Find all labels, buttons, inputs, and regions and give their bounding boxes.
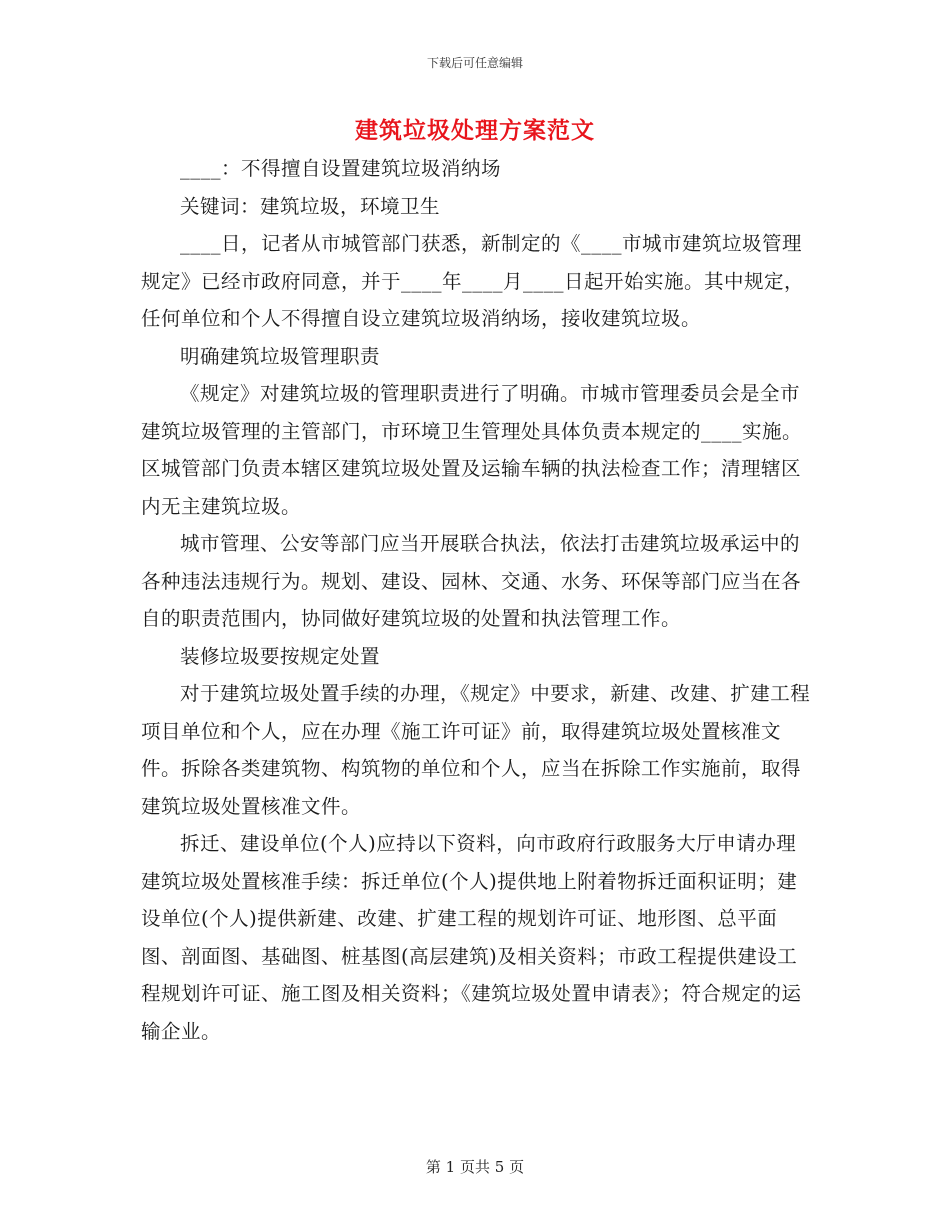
keywords-paragraph: 关键词：建筑垃圾，环境卫生 bbox=[180, 194, 441, 218]
document-body bbox=[141, 150, 811, 1050]
page-header-note: 下载后可任意编辑 bbox=[426, 56, 523, 70]
page-number: 第 1 页共 5 页 bbox=[425, 1158, 525, 1176]
section-heading: 装修垃圾要按规定处置 bbox=[180, 644, 381, 668]
body-paragraph: 对于建筑垃圾处置手续的办理，《规定》中要求，新建、改建、扩建工程项目单位和个人，应在办理《施工许可证》前，取得建筑垃圾处置核准文件。拆除各类建筑物、构筑物的单位和个人，应当在拆除工作实施前，取得建筑垃圾处置核准文件。 bbox=[141, 682, 811, 818]
document-title: 建筑垃圾处理方案范文 bbox=[355, 117, 595, 144]
body-paragraph: ____日，记者从市城管部门获悉，新制定的《____市城市建筑垃圾管理规定》已经市政府同意，并于____年____月____日起开始实施。其中规定，任何单位和个人不得擅自设立建筑垃圾消纳场，接收建筑垃圾。 bbox=[141, 232, 805, 330]
body-paragraph: 拆迁、建设单位(个人)应持以下资料，向市政府行政服务大厅申请办理建筑垃圾处置核准手续：拆迁单位(个人)提供地上附着物拆迁面积证明；建设单位(个人)提供新建、改建、扩建工程的规划许可证、地形图、总平面图、剖面图、基础图、桩基图(高层建筑)及相关资料；市政工程提供建设工程规划许可证、施工图及相关资料；《建筑垃圾处置申请表》；符合规定的运输企业。 bbox=[141, 832, 802, 1043]
body-paragraph: 《规定》对建筑垃圾的管理职责进行了明确。市城市管理委员会是全市建筑垃圾管理的主管部门，市环境卫生管理处具体负责本规定的____实施。区城管部门负责本辖区建筑垃圾处置及运输车辆的执法检查工作；清理辖区内无主建筑垃圾。 bbox=[141, 382, 803, 518]
section-heading: 明确建筑垃圾管理职责 bbox=[180, 344, 381, 368]
subtitle-paragraph: ____：不得擅自设置建筑垃圾消纳场 bbox=[180, 157, 502, 180]
body-paragraph: 城市管理、公安等部门应当开展联合执法，依法打击建筑垃圾承运中的各种违法违规行为。规划、建设、园林、交通、水务、环保等部门应当在各自的职责范围内，协同做好建筑垃圾的处置和执法管理工作。 bbox=[141, 532, 802, 630]
